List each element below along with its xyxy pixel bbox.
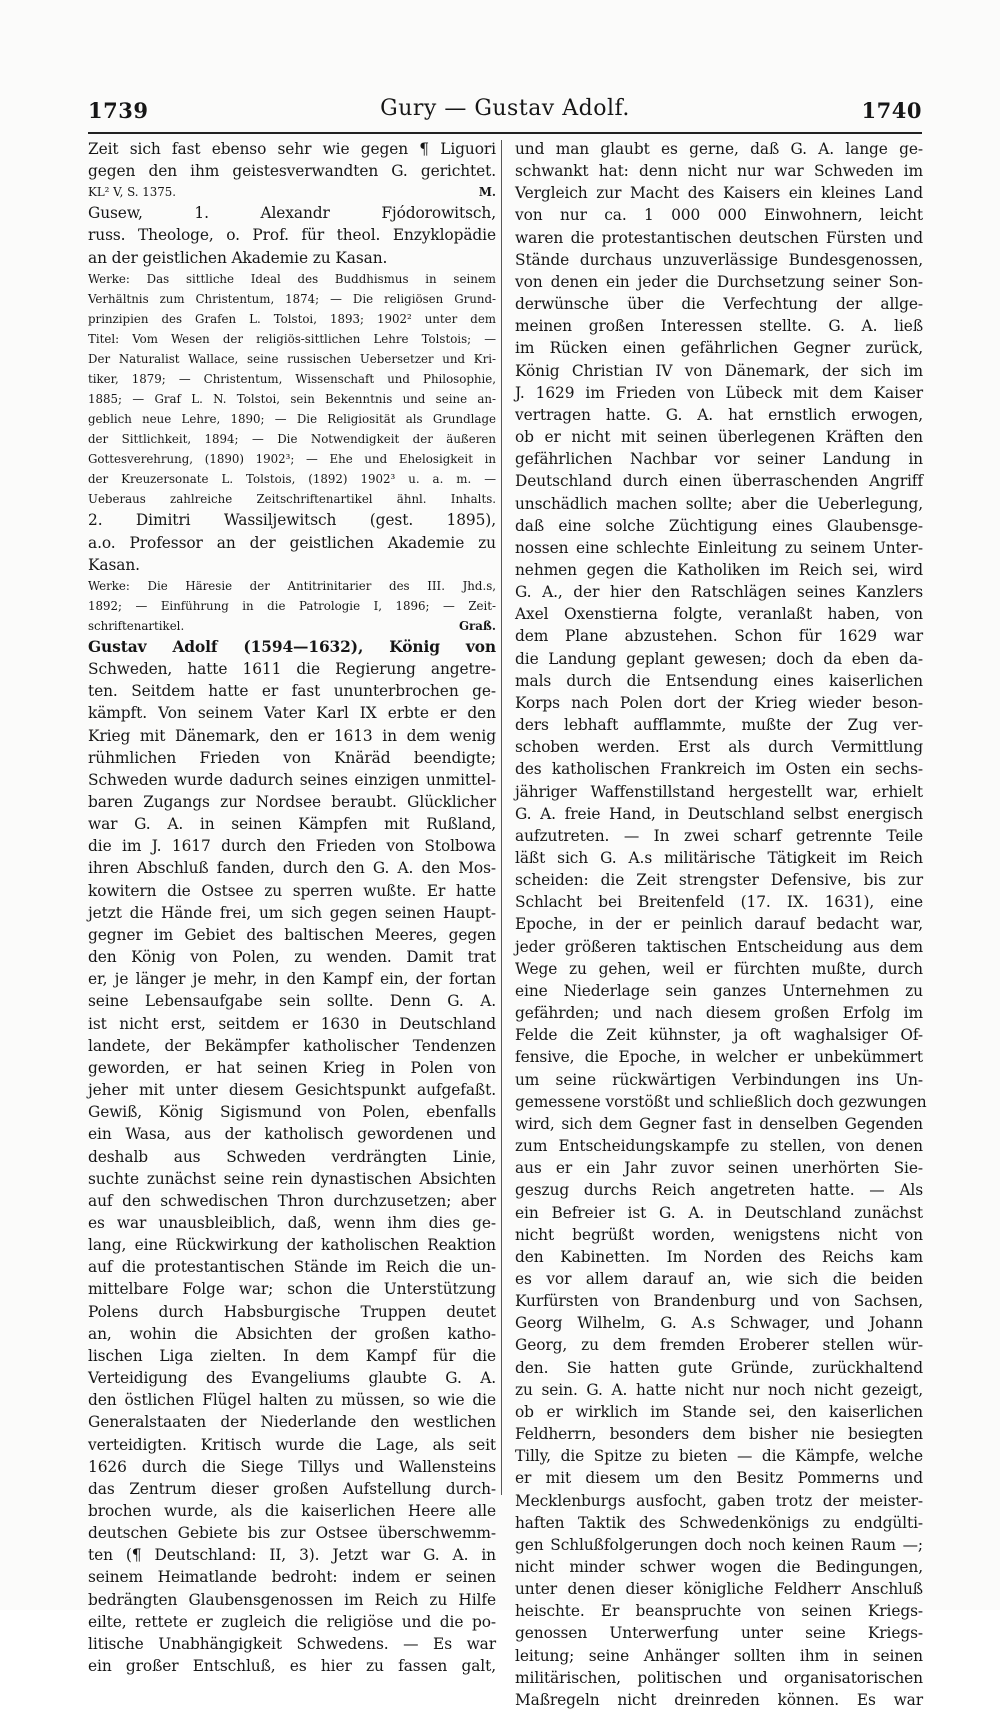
text-line: Tilly, die Spitze zu bieten — die Kämpfe, welche [515,1447,923,1466]
text-line: ihren Abschluß fanden, durch den G. A. den Mos- [88,859,496,878]
text-line: meinen großen Interessen stellte. G. A. ließ [515,317,923,336]
text-line: Deutschland durch einen überraschenden Angriff [515,472,923,491]
text-line: Kurfürsten von Brandenburg und von Sachsen, [515,1292,923,1311]
text-line: ten. Seitdem hatte er fast ununterbrochen ge- [88,682,496,701]
text-line: Mecklenburgs ausfocht, gaben trotz der meister- [515,1491,923,1510]
reference-row [88,182,496,202]
text-line: genossen Unterwerfung unter seine Kriegs- [515,1624,923,1643]
text-line: Schlacht bei Breitenfeld (17. IX. 1631), eine [515,893,923,912]
text-line: J. 1629 im Frieden von Lübeck mit dem Kaiser [515,383,923,402]
text-line: er mit diesem um den Besitz Pommerns und [515,1469,923,1488]
column-divider [501,140,502,1495]
works-line: Gottesverehrung, (1890) 1902³; — Ehe und Ehelosigkeit in [88,452,496,467]
text-line: derwünsche über die Verfechtung der allge- [515,295,923,314]
works-line: tiker, 1879; — Christentum, Wissenschaft und Philosophie, [88,372,496,387]
article-heading: Gusew, 1. Alexandr Fjódorowitsch, [88,204,496,223]
works-line: der Kreuzersonate L. Tolstois, (1892) 1902³ u. a. m. — [88,472,496,487]
text-line: König Christian IV von Dänemark, der sich im [515,361,923,380]
works-line: Ueberaus zahlreiche Zeitschriftenartikel ähnl. Inhalts. [88,492,496,507]
text-line: des katholischen Frankreich im Osten ein sechs- [515,760,923,779]
text-line: Schweden wurde dadurch seines einzigen unmittel- [88,770,496,789]
text-line: gefährlichen Nachbar vor seiner Landung in [515,450,923,469]
text-line: gefährden; und nach diesem großen Erfolg im [515,1004,923,1023]
article-heading: Gustav Adolf (1594—1632), König von [88,637,496,656]
text-line: nicht minder schwer wogen die Bedingungen, [515,1558,923,1576]
text-line: eine Niederlage sein ganzes Unternehmen zu [515,981,923,1000]
text-line: G. A. freie Hand, in Deutschland selbst energisch [515,804,923,823]
text-line: schoben werden. Erst als durch Vermittlung [515,738,923,757]
text-line: zu sein. G. A. hatte nicht nur noch nicht gezeigt, [515,1380,923,1399]
works-last-row [88,616,496,636]
text-line: geworden, er hat seinen Krieg in Polen von [88,1058,496,1077]
text-line: jetzt die Hände frei, um sich gegen seinen Haupt- [88,903,496,922]
text-line: im Rücken einen gefährlichen Gegner zurück, [515,339,923,358]
text-line: an der geistlichen Akademie zu Kasan. [88,248,388,267]
text-line: gegner im Gebiet des baltischen Meeres, gegen [88,925,496,944]
text-line: vertragen hatte. G. A. hat ernstlich erwogen, [515,405,923,424]
text-line: seine Lebensaufgabe sein sollte. Denn G. A. [88,992,496,1011]
text-line: es war unausbleiblich, daß, wenn ihm dies ge- [88,1213,496,1232]
text-line: bedrängten Glaubensgenossen im Reich zu Hilfe [88,1590,496,1609]
text-line: lang, eine Rückwirkung der katholischen Reaktion [88,1236,496,1255]
text-line: suchte zunächst seine rein dynastischen Absichten [88,1169,496,1188]
text-line: deshalb aus Schweden verdrängten Linie, [88,1147,496,1166]
article-gusew [88,202,496,636]
text-line: schwankt hat: denn nicht nur war Schweden im [515,162,923,181]
text-line: brochen wurde, als die kaiserlichen Heere alle [88,1502,496,1520]
text-line: geszug durchs Reich angetreten hatte. — Als [515,1181,923,1200]
works-line: Werke: Das sittliche Ideal des Buddhismus in seinem [88,271,496,286]
text-line: um seine rückwärtigen Verbindungen ins Un- [515,1070,923,1089]
text-line: Korps nach Polen dort der Krieg wieder beson- [515,693,923,712]
works-line: 1885; — Graf L. N. Tolstoi, sein Bekenntnis und seine an- [88,392,496,407]
text-line: von nur ca. 1 000 000 Einwohnern, leicht [515,206,923,225]
text-line: Felde die Zeit kühnster, ja oft waghalsiger Of- [515,1026,923,1045]
text-line: Gewiß, König Sigismund von Polen, ebenfalls [88,1103,496,1122]
text-line: jeher mit unter diesem Gesichtspunkt aufgefaßt. [88,1081,496,1100]
works-line: Werke: Die Häresie der Antitrinitarier des III. Jhd.s, [88,578,496,593]
text-line: heischte. Er beanspruchte von seinen Kriegs- [515,1602,923,1621]
text-line: rühmlichen Frieden von Knäräd beendigte; [88,748,496,767]
text-line: aus er ein Jahr zuvor seinen unerhörten Sie- [515,1159,923,1178]
text-line: den Kabinetten. Im Norden des Reichs kam [515,1247,923,1266]
text-line: G. A., der hier den Ratschlägen seines Kanzlers [515,583,923,602]
left-column [88,138,496,1676]
text-line: Schweden, hatte 1611 die Regierung angetre- [88,660,496,679]
right-column [515,138,927,1709]
text-line: ein großer Entschluß, es hier zu fassen galt, [88,1657,496,1676]
works-line: Verhältnis zum Christentum, 1874; — Die religiösen Grund- [88,291,496,306]
text-line: Krieg mit Dänemark, den er 1613 in dem wenig [88,726,496,745]
text-line: auf den schwedischen Thron durchzusetzen; aber [88,1191,496,1210]
text-line: a.o. Professor an der geistlichen Akademie zu [88,533,496,552]
text-line: leitung; seine Anhänger sollten ihm in seinen [515,1646,923,1665]
text-line: deutschen Gebiete bis zur Ostsee überschwemm- [88,1524,496,1543]
text-line: russ. Theologe, o. Prof. für theol. Enzyklopädie [88,226,496,245]
text-line: es vor allem darauf an, wie sich die beiden [515,1269,923,1288]
works-line: schriftenartikel. [88,618,185,633]
text-line: kowitern die Ostsee zu sperren wußte. Er hatte [88,881,496,900]
text-line: litische Unabhängigkeit Schwedens. — Es war [88,1634,496,1653]
text-line: mals durch die Entsendung eines kaiserlichen [515,671,923,690]
article-gustav-adolf [88,636,496,1677]
text-line: nicht begrüßt worden, wenigstens nicht von [515,1225,923,1244]
works-line: der Sittlichkeit, 1894; — Die Notwendigkeit der äußeren [88,432,496,447]
text-line: ders lebhaft aufflammte, mußte der Zug ver- [515,716,923,735]
running-header [88,92,922,132]
text-line: gemessene vorstößt und schließlich doch gezwungen [515,1092,927,1111]
text-line: mittelbare Folge war; schon die Unterstützung [88,1280,496,1299]
text-line: gegen den ihm geistesverwandten G. gerichtet. [88,162,496,181]
text-line: verteidigten. Kritisch wurde die Lage, als seit [88,1435,496,1454]
text-line: waren die protestantischen deutschen Fürsten und [515,228,923,247]
text-line: Kasan. [88,555,140,574]
bibliographic-reference: KL² V, S. 1375. [88,185,177,200]
text-line: daß eine solche Züchtigung eines Glaubensge- [515,516,923,535]
text-line: auf die protestantischen Stände im Reich die un- [88,1258,496,1277]
previous-article-end [88,138,496,202]
running-title: Gury — Gustav Adolf. [380,96,630,121]
text-line: Maßregeln nicht dreinreden können. Es war [515,1690,923,1709]
text-line: Axel Oxenstierna folgte, veranlaßt haben, von [515,605,923,624]
text-line: zum Entscheidungskampfe zu stellen, von denen [515,1137,923,1156]
text-line: nehmen gegen die Katholiken im Reich sei, wird [515,560,923,579]
text-line: baren Zugangs zur Nordsee beraubt. Glücklicher [88,793,496,811]
author-signature: Graß. [458,618,496,633]
text-line: Feldherrn, besonders dem bisher nie besiegten [515,1425,923,1444]
author-signature: M. [478,185,496,200]
text-line: ein Wasa, aus der katholisch gewordenen und [88,1125,496,1144]
text-line: fensive, die Epoche, in welcher er unbekümmert [515,1048,923,1067]
text-line: Georg, zu dem fremden Eroberer stellen wür- [515,1336,923,1355]
text-line: aufzutreten. — In zwei scharf getrennte Teile [515,826,923,845]
text-line: gen Schlußfolgerungen doch noch keinen Raum —; [515,1535,923,1554]
text-line: ob er wirklich im Stande sei, den kaiserlichen [515,1402,923,1421]
text-line: dem Plane abzustehen. Schon für 1629 war [515,627,923,646]
text-line: den König von Polen, zu wenden. Damit trat [88,948,496,967]
subentry-heading: 2. Dimitri Wassiljewitsch (gest. 1895), [88,511,496,530]
text-line: Wege zu gehen, weil er fürchten mußte, durch [515,959,923,978]
text-line: Polens durch Habsburgische Truppen deutet [88,1302,496,1321]
text-line: war G. A. in seinen Kämpfen mit Rußland, [88,815,496,834]
text-line: das Zentrum dieser großen Aufstellung durch- [88,1479,496,1498]
text-line: eilte, rettete er zugleich die religiöse und die po- [88,1612,496,1631]
text-line: Verteidigung des Evangeliums glaubte G. A. [88,1369,496,1388]
text-line: seinem Heimatlande bedroht: indem er seinen [88,1568,496,1587]
works-line: geblich neue Lehre, 1890; — Die Religiosität als Grundlage [88,412,496,427]
text-line: 1626 durch die Siege Tillys und Wallensteins [88,1457,496,1476]
text-line: den östlichen Flügel halten zu müssen, so wie die [88,1391,496,1410]
text-line: den. Sie hatten gute Gründe, zurückhaltend [515,1358,923,1377]
text-line: Epoche, in der er peinlich darauf bedacht war, [515,915,923,934]
text-line: Generalstaaten der Niederlande den westlichen [88,1413,496,1432]
text-line: Vergleich zur Macht des Kaisers ein kleines Land [515,184,923,203]
text-line: an, wohin die Absichten der großen katho- [88,1324,496,1343]
text-line: er, je länger je mehr, in den Kampf ein, der fortan [88,970,496,989]
text-line: läßt sich G. A.s militärische Tätigkeit im Reich [515,849,923,867]
works-list [88,269,496,510]
page-number-left: 1739 [88,98,149,123]
text-line: jeder größeren taktischen Entscheidung aus dem [515,937,923,956]
text-line: Georg Wilhelm, G. A.s Schwager, und Johann [515,1314,923,1333]
text-line: unter denen dieser königliche Feldherr Anschluß [515,1580,923,1599]
text-line: ein Befreier ist G. A. in Deutschland zunächst [515,1203,923,1222]
text-line: Zeit sich fast ebenso sehr wie gegen ¶ Liguori [88,140,496,158]
text-line: nossen eine schlechte Einleitung zu seinem Unter- [515,538,923,557]
text-line: Stände durchaus unzuverlässige Bundesgenossen, [515,250,923,269]
works-line: prinzipien des Grafen L. Tolstoi, 1893; 1902² unter dem [88,311,496,326]
text-line: ten (¶ Deutschland: II, 3). Jetzt war G. A. in [88,1546,496,1565]
text-line: scheiden: die Zeit strengster Defensive, bis zur [515,871,923,890]
text-line: ist nicht erst, seitdem er 1630 in Deutschland [88,1014,496,1033]
text-line: unschädlich machen sollte; aber die Ueberlegung, [515,494,923,513]
text-line: von denen ein jeder die Durchsetzung seiner Son- [515,272,923,291]
text-line: kämpft. Von seinem Vater Karl IX erbte er den [88,704,496,723]
text-line: die Landung geplant gewesen; doch da eben da- [515,649,923,668]
text-line: ob er nicht mit seinen überlegenen Kräften den [515,428,923,447]
text-line: militärischen, politischen und organisatorischen [515,1668,923,1687]
text-line: landete, der Bekämpfer katholischer Tendenzen [88,1036,496,1055]
text-line: lischen Liga zielten. In dem Kampf für die [88,1346,496,1365]
works-line: Titel: Vom Wesen der religiös-sittlichen Lehre Tolstois; — [88,331,496,346]
header-rule [88,132,922,134]
text-line: jähriger Waffenstillstand hergestellt war, erhielt [515,782,923,801]
works-line: 1892; — Einführung in die Patrologie I, 1896; — Zeit- [88,598,496,613]
text-line: wird, sich dem Gegner fast in denselben Gegenden [515,1114,923,1133]
works-line: Der Naturalist Wallace, seine russischen Uebersetzer und Kri- [88,351,496,366]
page-number-right: 1740 [861,98,922,123]
text-line: haften Taktik des Schwedenkönigs zu endgülti- [515,1513,923,1532]
text-line: und man glaubt es gerne, daß G. A. lange ge- [515,140,923,158]
text-line: die im J. 1617 durch den Frieden von Stolbowa [88,837,496,856]
